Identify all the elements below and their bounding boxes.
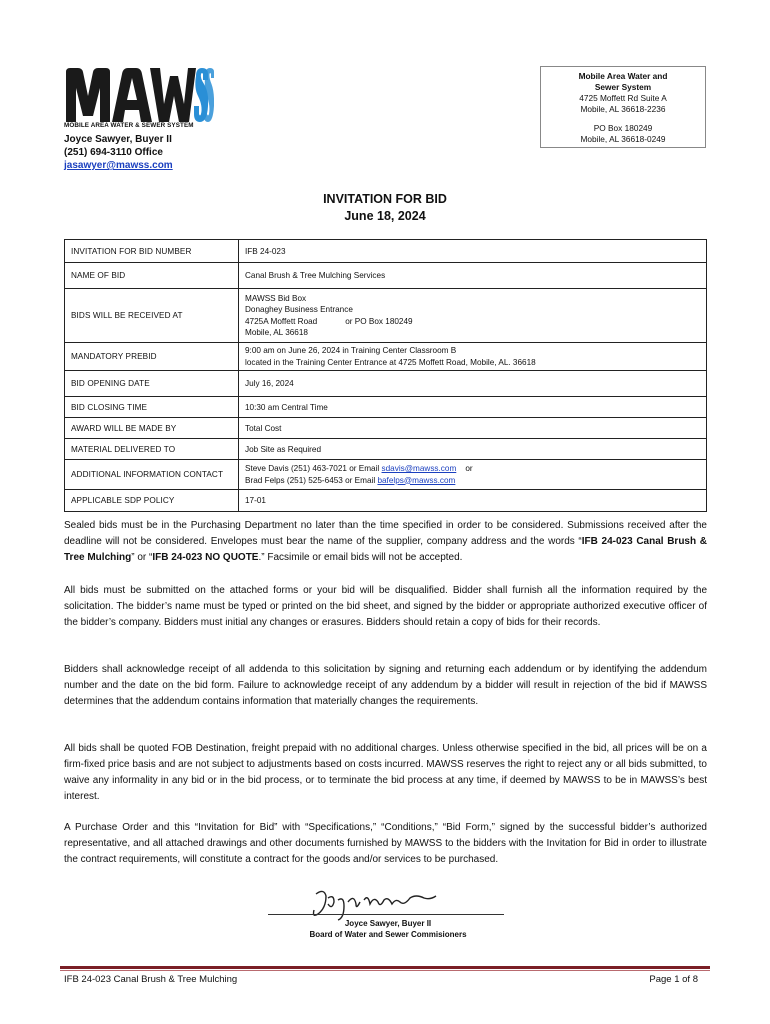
document-title: INVITATION FOR BID bbox=[323, 192, 447, 206]
footer-rule bbox=[60, 966, 710, 969]
street-line: 4725A Moffett Road bbox=[245, 316, 318, 326]
prebid-time: 9:00 am on June 26, 2024 in Training Center Classroom B bbox=[245, 346, 457, 355]
p1-bold-no-quote: IFB 24-023 NO QUOTE bbox=[152, 552, 259, 563]
p1-text-a: Sealed bids must be in the Purchasing Department no later than the time specified in order to be considered. Submissions received after the deadline will not be considered. Envelopes must bear the name of the supplier, company address and the words “ bbox=[64, 520, 707, 547]
city-line: Mobile, AL 36618 bbox=[245, 328, 308, 337]
table-row bbox=[65, 397, 707, 418]
row-label: INVITATION FOR BID NUMBER bbox=[65, 240, 239, 263]
table-row bbox=[65, 343, 707, 371]
p1-text-e: .” Facsimile or email bids will not be accepted. bbox=[258, 552, 463, 563]
table-row bbox=[65, 240, 707, 263]
footer-rule-thin bbox=[60, 970, 710, 971]
org-name-line1: Mobile Area Water and bbox=[578, 71, 668, 81]
table-row bbox=[65, 460, 707, 490]
signature-line bbox=[268, 914, 504, 915]
row-label: NAME OF BID bbox=[65, 263, 239, 289]
bid-box-line: MAWSS Bid Box bbox=[245, 293, 307, 303]
contact-2: Brad Felps (251) 525-6453 or Email bbox=[245, 475, 378, 485]
row-label: BID OPENING DATE bbox=[65, 371, 239, 397]
row-value: IFB 24-023 bbox=[239, 240, 707, 263]
table-row bbox=[65, 371, 707, 397]
signature-block bbox=[268, 918, 508, 940]
table-row bbox=[65, 439, 707, 460]
row-value: Total Cost bbox=[239, 418, 707, 439]
bafelps-email-link[interactable]: bafelps@mawss.com bbox=[377, 475, 456, 485]
row-label: BID CLOSING TIME bbox=[65, 397, 239, 418]
row-value: 17-01 bbox=[239, 490, 707, 512]
entrance-line: Donaghey Business Entrance bbox=[245, 305, 353, 314]
bid-info-table bbox=[64, 239, 707, 512]
paragraph-forms: All bids must be submitted on the attached forms or your bid will be disqualified. Bidder shall furnish all the information required by the solicitation. The bidder’s name must be typed or printed on the bid sheet, and signed by the bidder or appropriate authorized executive officer of the bidder’s company. Bidders must initial any changes or erasures. Bidders should retain a copy of bids for their records. bbox=[64, 585, 707, 628]
table-row bbox=[65, 289, 707, 343]
buyer-contact bbox=[64, 133, 173, 172]
row-label: BIDS WILL BE RECEIVED AT bbox=[65, 289, 239, 343]
buyer-phone: (251) 694-3110 Office bbox=[64, 147, 163, 158]
row-value: July 16, 2024 bbox=[239, 371, 707, 397]
street-address: 4725 Moffett Rd Suite A bbox=[579, 93, 667, 103]
signer-board: Board of Water and Sewer Commisioners bbox=[309, 930, 467, 939]
po-box-city: Mobile, AL 36618-0249 bbox=[580, 134, 666, 144]
address-box bbox=[540, 66, 706, 148]
row-label: APPLICABLE SDP POLICY bbox=[65, 490, 239, 512]
paragraph-fob: All bids shall be quoted FOB Destination, freight prepaid with no additional charges. Unless otherwise specified in the bid, all prices will be on a firm-fixed price basis and are not subject to adjustments based on costs incurred. MAWSS reserves the right to reject any or all bids submitted, to waive any informality in any bid or in the bid process, or to terminate the bid process at any time, if deemed by MAWSS to be in MAWSS’s best interest. bbox=[64, 743, 707, 802]
po-box-line: or PO Box 180249 bbox=[345, 316, 413, 326]
sdavis-email-link[interactable]: sdavis@mawss.com bbox=[381, 464, 457, 473]
table-row bbox=[65, 490, 707, 512]
footer-page-number: Page 1 of 8 bbox=[649, 974, 698, 985]
signer-name: Joyce Sawyer, Buyer II bbox=[344, 919, 432, 928]
po-box: PO Box 180249 bbox=[593, 123, 653, 133]
buyer-email-link[interactable]: jasawyer@mawss.com bbox=[64, 160, 173, 171]
paragraph-contract: A Purchase Order and this “Invitation for Bid” with “Specifications,” “Conditions,” “Bid Form,” signed by the successful bidder’s authorized representative, and all attached drawings and other documents furnished by MAWSS to the bidders with the Invitation for Bid in order to illustrate the contract requirements, will constitute a contract for the goods and/or services to be purchased. bbox=[64, 822, 707, 865]
buyer-name: Joyce Sawyer, Buyer II bbox=[64, 134, 172, 145]
row-value: Canal Brush & Tree Mulching Services bbox=[239, 263, 707, 289]
document-date: June 18, 2024 bbox=[344, 209, 426, 223]
row-label: MATERIAL DELIVERED TO bbox=[65, 439, 239, 460]
table-row bbox=[65, 263, 707, 289]
p1-text-c: ” or “ bbox=[131, 552, 153, 563]
row-label: ADDITIONAL INFORMATION CONTACT bbox=[65, 460, 239, 490]
row-label: MANDATORY PREBID bbox=[65, 343, 239, 371]
contact-or: or bbox=[456, 464, 473, 473]
p1-bold-ifb-name: IFB 24-023 Canal Brush & Tree Mulching bbox=[64, 536, 707, 563]
contact-1: Steve Davis (251) 463-7021 or Email bbox=[245, 464, 382, 473]
row-label: AWARD WILL BE MADE BY bbox=[65, 418, 239, 439]
footer-document-name: IFB 24-023 Canal Brush & Tree Mulching bbox=[64, 974, 238, 985]
prebid-location: located in the Training Center Entrance at 4725 Moffett Road, Mobile, AL. 36618 bbox=[245, 357, 536, 367]
paragraph-submission bbox=[64, 518, 707, 566]
city-line: Mobile, AL 36618-2236 bbox=[580, 104, 666, 114]
paragraph-addenda: Bidders shall acknowledge receipt of all addenda to this solicitation by signing and returning each addendum or by identifying the addendum number and the date on the bid form. Failure to acknowledge receipt of any addendum by a bidder will result in rejection of the bid if MAWSS determines that the addendum contains information that materially changes the requirements. bbox=[64, 664, 707, 707]
org-name-line2: Sewer System bbox=[594, 82, 652, 92]
row-value: 10:30 am Central Time bbox=[239, 397, 707, 418]
row-value: Job Site as Required bbox=[239, 439, 707, 460]
table-row bbox=[65, 418, 707, 439]
logo-subtitle: MOBILE AREA WATER & SEWER SYSTEM bbox=[64, 122, 194, 129]
